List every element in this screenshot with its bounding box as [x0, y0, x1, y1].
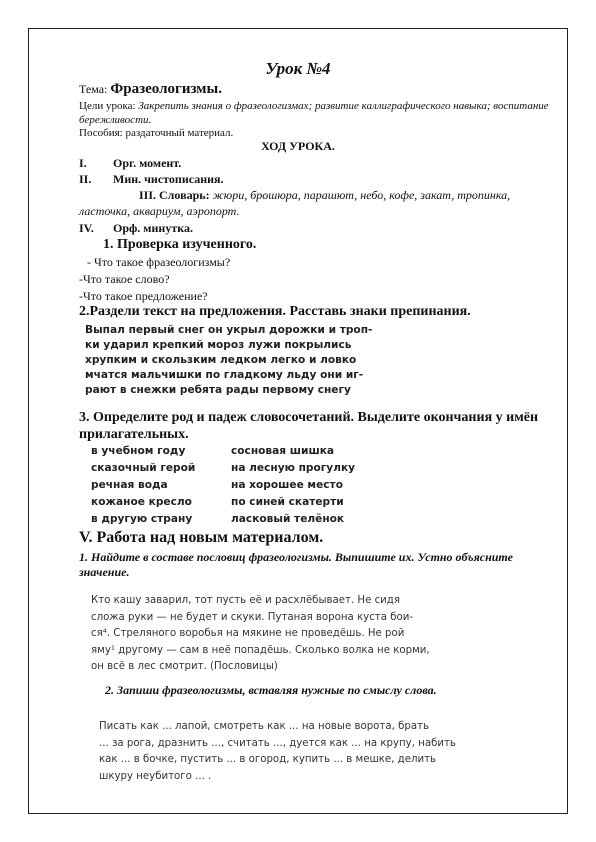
fill-line: Писать как ... лапой, смотреть как ... на новые ворота, брать [99, 721, 430, 732]
worksheet-page [28, 28, 568, 814]
section5-heading: V. Работа над новым материалом. [79, 529, 324, 546]
check-heading: 1. Проверка изученного. [103, 237, 257, 252]
phrase-item: в другую страну [91, 513, 193, 525]
phrase-item: ласковый телёнок [231, 513, 345, 525]
proverb-line: ся⁴. Стреляного воробья на мякине не проведёшь. Не рой [91, 628, 405, 639]
goals-label: Цели урока: [79, 100, 136, 112]
section5-task1: 1. Найдите в составе пословиц фразеологизмы. Выпишите их. Устно объясните значение. [79, 550, 513, 579]
lesson-title: Урок №4 [265, 59, 331, 78]
proverb-line: он всё в лес смотрит. (Пословицы) [91, 661, 278, 672]
step-text: Орг. момент. [113, 156, 182, 170]
proverb-line: сложа руки — не будет и скуки. Путаная ворона куста бои- [91, 611, 414, 623]
fill-in-block [99, 719, 456, 785]
proverbs-block [91, 593, 430, 676]
step-text: Мин. чистописания. [113, 172, 224, 186]
text-line: рают в снежки ребята рады первому снегу [85, 384, 351, 396]
fill-line: шкуру неубитого ... . [99, 770, 212, 782]
topic-value: Фразеологизмы. [110, 81, 222, 97]
fill-line: как ... в бочке, пустить ... в огород, купить ... в мешке, делить [99, 754, 437, 765]
task2-heading: 2.Раздели текст на предложения. Расставь знаки препинания. [79, 304, 471, 319]
step-number: I. [79, 156, 87, 170]
question-word: -Что такое слово? [79, 272, 170, 286]
step-vocabulary [79, 187, 549, 219]
question-sentence: -Что такое предложение? [79, 289, 208, 303]
proverb-line: яму¹ другому — сам в неё попадёшь. Сколько волка не корми, [91, 644, 430, 656]
text-line: хрупким и скользким ледком легко и ловко [85, 354, 357, 366]
step-spelling-minute [79, 221, 193, 236]
aids-line: Пособия: раздаточный материал. [79, 127, 234, 139]
phrase-item: в учебном году [91, 445, 186, 457]
step-number: II. [79, 172, 92, 186]
phrase-item: сосновая шишка [231, 445, 335, 457]
step-org-moment [79, 156, 181, 171]
phrase-item: на хорошее место [231, 479, 343, 491]
topic-line [79, 81, 222, 98]
phrase-column-right [231, 443, 355, 528]
goals-text: Закрепить знания о фразеологизмах; развитие каллиграфического навыка; воспитание бережливости. [79, 100, 549, 126]
text-line: ки ударил крепкий мороз лужи покрылись [85, 339, 352, 351]
phrase-item: по синей скатерти [231, 496, 344, 508]
task3-heading: 3. Определите род и падеж словосочетаний. Выделите окончания у имён прилагательных. [79, 410, 539, 442]
phrase-item: сказочный герой [91, 462, 196, 474]
goals-line [79, 99, 549, 127]
phrase-item: кожаное кресло [91, 496, 192, 508]
vocabulary-words: жюри, брошюра, парашют, небо, кофе, закат, тропинка, ласточка, аквариум, аэропорт. [79, 188, 511, 218]
step-number: IV. [79, 221, 94, 235]
phrase-item: на лесную прогулку [231, 462, 356, 474]
fill-line: ... за рога, дразнить ..., считать ..., дуется как ... на крупу, набить [99, 737, 456, 749]
question-phraseologism: - Что такое фразеологизмы? [87, 255, 231, 269]
proverb-line: Кто кашу заварил, тот пусть её и расхлёбывает. Не сидя [91, 595, 400, 606]
phrase-item: речная вода [91, 479, 168, 491]
section5-task2: 2. Запиши фразеологизмы, вставляя нужные по смыслу слова. [105, 683, 437, 697]
step-text: Орф. минутка. [113, 221, 193, 235]
topic-label: Тема: [79, 82, 108, 96]
vocabulary-label: III. Словарь: [139, 188, 210, 202]
task2-text-block [85, 323, 372, 398]
text-line: Выпал первый снег он укрыл дорожки и троп- [85, 324, 373, 336]
step-calligraphy [79, 172, 224, 187]
phrase-column-left [91, 443, 195, 528]
text-line: мчатся мальчишки по гладкому льду они иг- [85, 369, 364, 381]
course-heading: ХОД УРОКА. [261, 139, 335, 153]
